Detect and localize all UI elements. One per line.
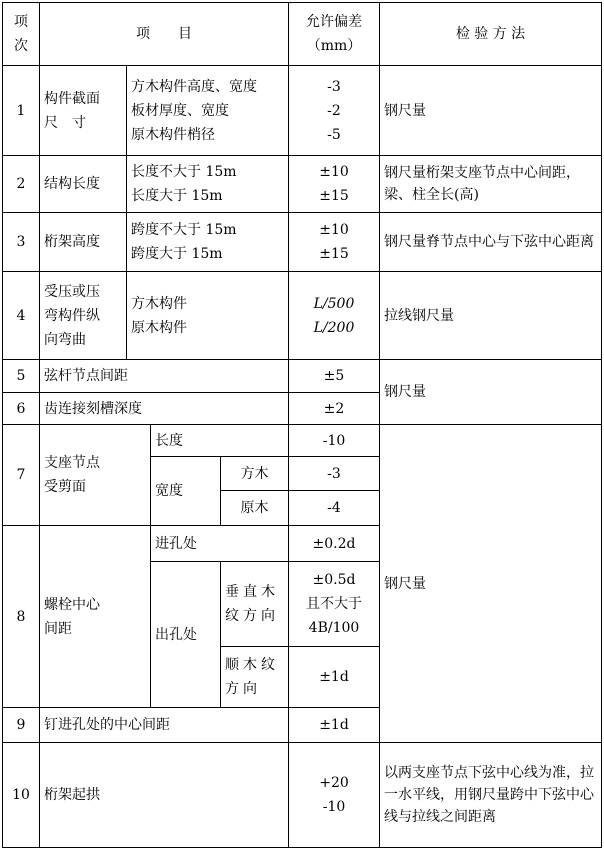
- row7-tol-round: -4: [289, 491, 380, 526]
- row3-tol: [289, 213, 380, 272]
- row8-no: 8: [3, 526, 40, 708]
- row-4: [3, 272, 602, 360]
- row2-sub-line1: 长度不大于 15m: [131, 164, 237, 180]
- row8-tol-entry: ±0.2d: [289, 526, 380, 562]
- row3-sub-line2: 跨度大于 15m: [131, 246, 223, 262]
- row8-tol-parallel: ±1d: [289, 647, 380, 708]
- row7-tol-length: -10: [289, 425, 380, 457]
- row-1: [3, 66, 602, 156]
- header-method: 检 验 方 法: [380, 3, 602, 66]
- header-tolerance-line1: 允许偏差: [306, 14, 362, 30]
- row1-sub-line3: 原木构件梢径: [131, 126, 215, 143]
- row3-tol-line1: ±10: [319, 222, 349, 238]
- row4-method: 拉线钢尺量: [380, 272, 602, 360]
- row10-tol: [289, 743, 380, 848]
- row56-method: 钢尺量: [380, 360, 602, 425]
- row2-tol-line1: ±10: [319, 164, 349, 180]
- row-10: [3, 743, 602, 848]
- row7-item-line1: 支座节点: [44, 455, 100, 471]
- row10-no: 10: [3, 743, 40, 848]
- row7-square: 方木: [221, 457, 289, 491]
- row5-no: 5: [3, 360, 40, 393]
- row8-tol-vertical-line1: ±0.5d: [312, 572, 356, 588]
- row8-parallel: [221, 647, 289, 708]
- row2-tol: [289, 156, 380, 213]
- header-tolerance: [289, 3, 380, 66]
- row3-item: 桁架高度: [40, 213, 127, 272]
- row4-item-line1: 受压或压: [44, 283, 100, 300]
- row1-tol-line2: -2: [327, 102, 341, 119]
- row4-sub: [127, 272, 289, 360]
- row8-tol-vertical-line2: 且不大于: [306, 596, 362, 612]
- row7-no: 7: [3, 425, 40, 526]
- header-no-line2: 次: [14, 38, 28, 54]
- row7-length: 长度: [151, 425, 289, 457]
- row7-item-line2: 受剪面: [44, 479, 86, 495]
- row9-item: 钉进孔处的中心间距: [40, 708, 289, 743]
- row1-item-line1: 构件截面: [44, 90, 100, 107]
- row1-tol-line3: -5: [327, 126, 341, 143]
- row8-vertical-line2: 纹方向: [225, 608, 279, 624]
- row1-item: [40, 66, 127, 156]
- row3-sub-line1: 跨度不大于 15m: [131, 222, 237, 238]
- row8-parallel-line1: 顺木纹: [225, 657, 279, 673]
- row4-item-line2: 弯构件纵: [44, 307, 100, 324]
- header-row: [3, 3, 602, 66]
- row1-tol-line1: -3: [327, 78, 341, 95]
- row4-no: 4: [3, 272, 40, 360]
- row3-sub: [127, 213, 289, 272]
- header-no-line1: 项: [14, 14, 28, 30]
- tolerance-table: [2, 2, 602, 848]
- row8-tol-vertical-line3: 4B/100: [308, 620, 360, 636]
- row8-parallel-line2: 方向: [225, 681, 261, 697]
- row8-tol-vertical: [289, 562, 380, 647]
- row9-no: 9: [3, 708, 40, 743]
- header-tolerance-line2: （mm）: [306, 38, 362, 54]
- row4-sub-line1: 方木构件: [131, 295, 187, 312]
- row7-width: 宽度: [151, 457, 221, 526]
- row1-method: 钢尺量: [380, 66, 602, 156]
- row2-sub-line2: 长度大于 15m: [131, 188, 223, 204]
- row6-no: 6: [3, 393, 40, 425]
- row4-tol: [289, 272, 380, 360]
- row-7a: [3, 425, 602, 457]
- row1-sub-line2: 板材厚度、宽度: [131, 102, 229, 119]
- row3-tol-line2: ±15: [319, 246, 349, 262]
- row78-method: 钢尺量: [380, 425, 602, 743]
- row5-item: 弦杆节点间距: [40, 360, 289, 393]
- row10-tol-line1: +20: [319, 775, 349, 791]
- row1-item-line2: 尺 寸: [44, 114, 86, 131]
- row10-item: 桁架起拱: [40, 743, 289, 848]
- row2-item: 结构长度: [40, 156, 127, 213]
- row1-tol: [289, 66, 380, 156]
- row7-round: 原木: [221, 491, 289, 526]
- header-no: [3, 3, 40, 66]
- row6-tol: ±2: [289, 393, 380, 425]
- row9-tol: ±1d: [289, 708, 380, 743]
- row1-sub: [127, 66, 289, 156]
- row8-exit: 出孔处: [151, 562, 221, 708]
- row2-tol-line2: ±15: [319, 188, 349, 204]
- row8-entry: 进孔处: [151, 526, 289, 562]
- row1-sub-line1: 方木构件高度、宽度: [131, 78, 257, 95]
- row8-vertical: [221, 562, 289, 647]
- row7-item: [40, 425, 151, 526]
- row5-tol: ±5: [289, 360, 380, 393]
- row3-no: 3: [3, 213, 40, 272]
- header-item: 项 目: [40, 3, 289, 66]
- row6-item: 齿连接刻槽深度: [40, 393, 289, 425]
- row4-tol-line2: L/200: [313, 319, 355, 336]
- row-5: [3, 360, 602, 393]
- row4-tol-line1: L/500: [313, 295, 355, 312]
- row2-method: 钢尺量桁架支座节点中心间距，梁、柱全长(高): [380, 156, 602, 213]
- row10-tol-line2: -10: [322, 799, 346, 815]
- row4-sub-line2: 原木构件: [131, 319, 187, 336]
- row8-item: [40, 526, 151, 708]
- row7-tol-square: -3: [289, 457, 380, 491]
- row8-item-line1: 螺栓中心: [44, 596, 100, 613]
- row2-sub: [127, 156, 289, 213]
- row3-method: 钢尺量脊节点中心与下弦中心距离: [380, 213, 602, 272]
- row10-method: 以两支座节点下弦中心线为准，拉一水平线，用钢尺量跨中下弦中心线与拉线之间距离: [380, 743, 602, 848]
- row2-no: 2: [3, 156, 40, 213]
- row-3: [3, 213, 602, 272]
- row8-vertical-line1: 垂直木: [225, 584, 279, 600]
- row4-item: [40, 272, 127, 360]
- row4-item-line3: 向弯曲: [44, 331, 86, 348]
- row1-no: 1: [3, 66, 40, 156]
- row8-item-line2: 间距: [44, 620, 72, 637]
- row-2: [3, 156, 602, 213]
